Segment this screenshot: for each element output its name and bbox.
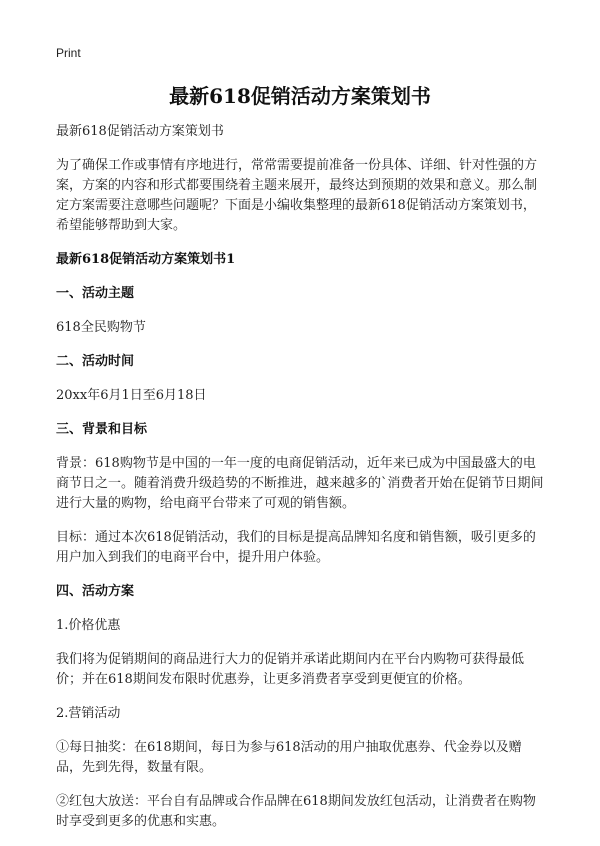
goal-paragraph: 目标：通过本次618促销活动，我们的目标是提高品牌知名度和销售额，吸引更多的用户加入到我们的电商平台中，提升用户体验。 [56,530,536,565]
subheading-marketing: 2.营销活动 [56,706,121,721]
theme-text: 618全民购物节 [56,320,146,335]
document-body [56,122,546,846]
heading-theme: 一、活动主题 [56,286,135,301]
section-title: 最新618促销活动方案策划书1 [56,252,236,267]
background-paragraph: 背景：618购物节是中国的一年一度的电商促销活动，近年来已成为中国最盛大的电商节日之一。随着消费升级趋势的不断推进，越来越多的`消费者开始在促销节日期间进行大量的购物，给电商平台带来了可观的销售额。 [56,456,544,511]
heading-plan: 四、活动方案 [56,584,135,599]
document-title: 最新618促销活动方案策划书 [169,84,431,108]
heading-time: 二、活动时间 [56,354,135,369]
heading-background: 三、背景和目标 [56,422,148,437]
time-text: 20xx年6月1日至6月18日 [56,388,207,403]
subheading-price: 1.价格优惠 [56,618,121,633]
print-link[interactable]: Print [56,46,81,60]
subtitle-text: 最新618促销活动方案策划书 [56,124,224,139]
price-paragraph: 我们将为促销期间的商品进行大力的促销并承诺此期间内在平台内购物可获得最低价；并在618期间发布限时优惠券，让更多消费者享受到更便宜的价格。 [56,652,525,687]
lottery-paragraph: ①每日抽奖：在618期间，每日为参与618活动的用户抽取优惠券、代金券以及赠品，先到先得，数量有限。 [56,740,522,775]
intro-paragraph: 为了确保工作或事情有序地进行，常常需要提前准备一份具体、详细、针对性强的方案，方案的内容和形式都要围绕着主题来展开，最终达到预期的效果和意义。那么制定方案需要注意哪些问题呢？下面是小编收集整理的最新618促销活动方案策划书，希望能够帮助到大家。 [56,158,538,233]
redpacket-paragraph: ②红包大放送：平台自有品牌或合作品牌在618期间发放红包活动，让消费者在购物时享受到更多的优惠和实惠。 [56,794,536,829]
